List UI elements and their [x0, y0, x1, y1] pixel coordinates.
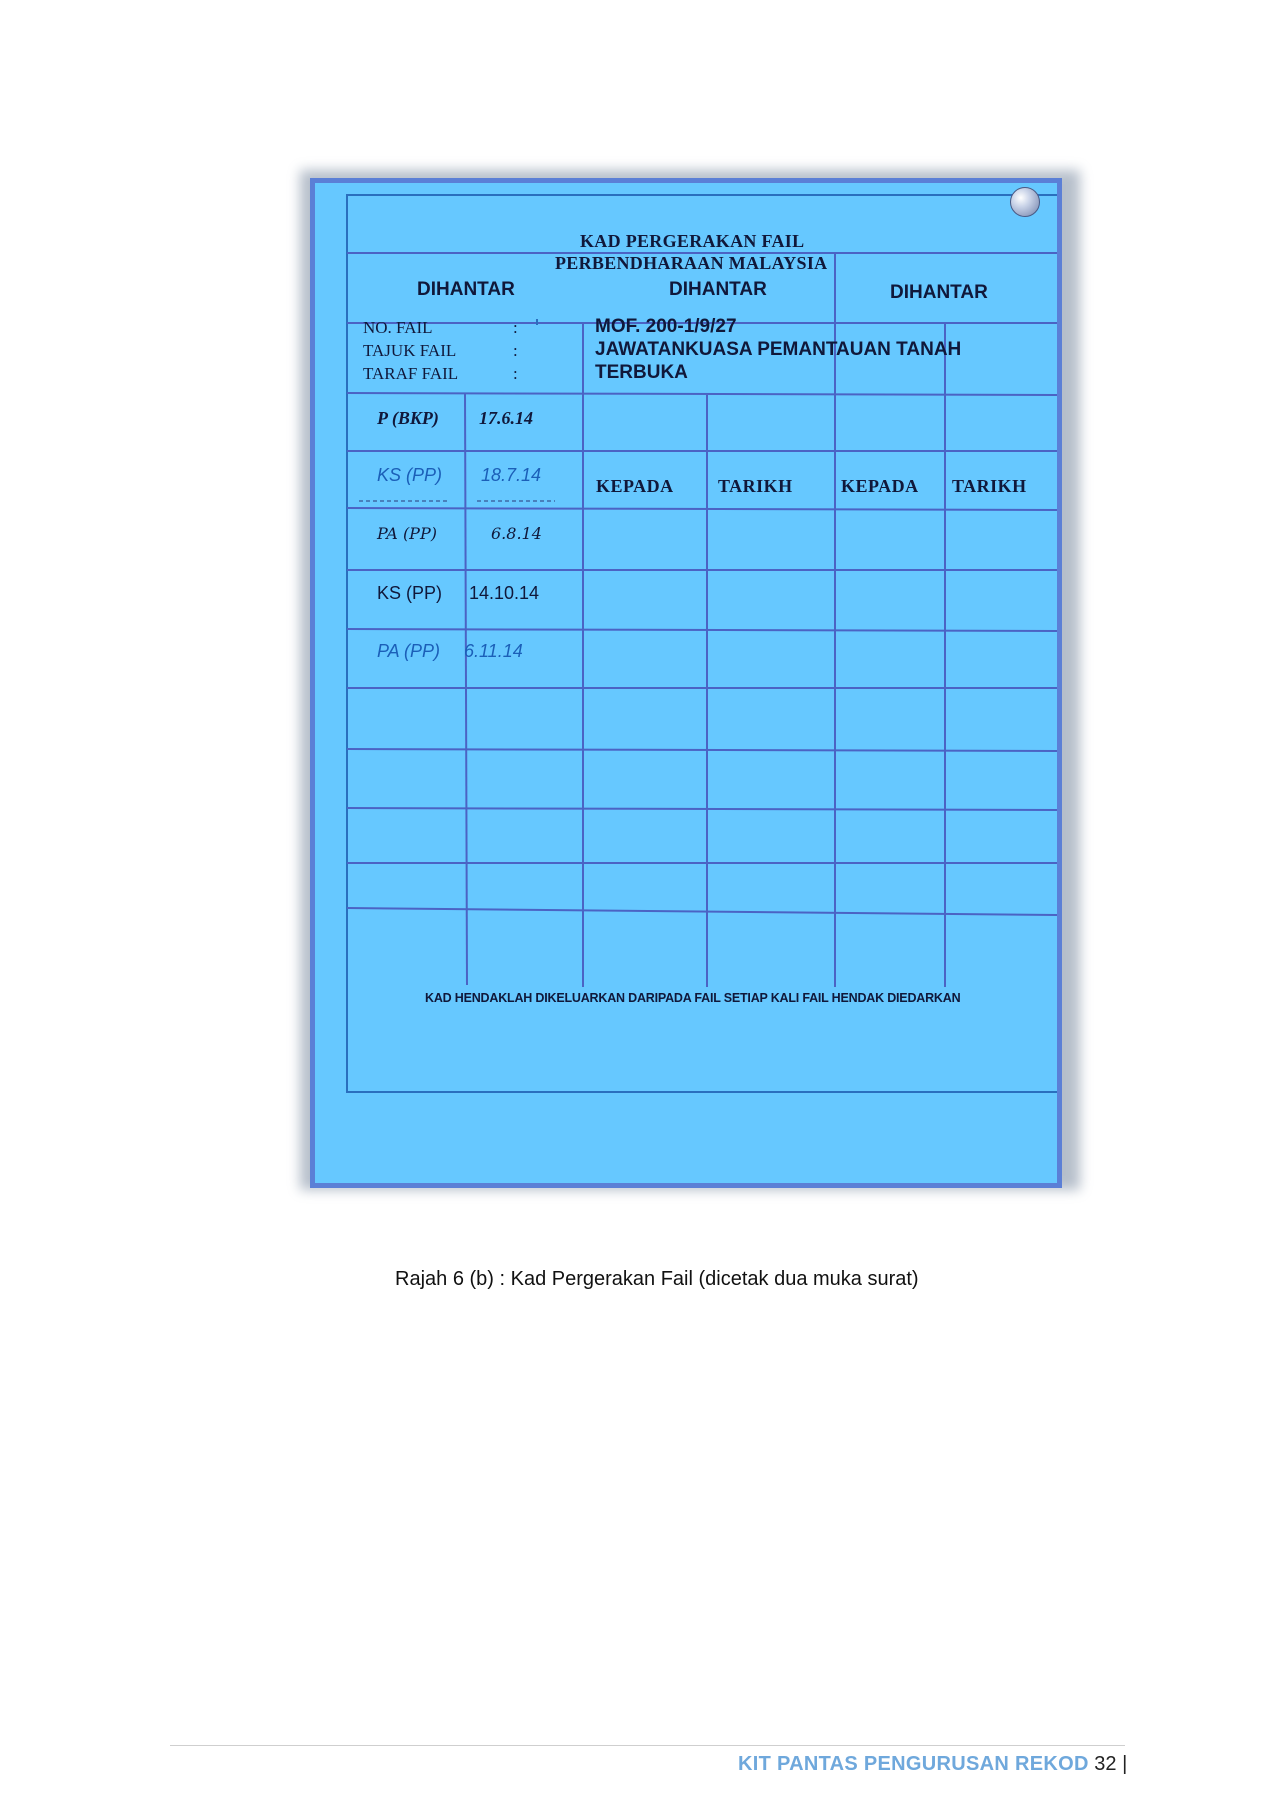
column-header-tarikh: TARIKH	[718, 476, 793, 496]
entry-date: 18.7.14	[481, 465, 542, 485]
field-label-no-fail: NO. FAIL	[363, 318, 433, 337]
field-value-tajuk-fail: JAWATANKUASA PEMANTAUAN TANAH	[595, 339, 962, 360]
footer-title: KIT PANTAS PENGURUSAN REKOD	[738, 1753, 1089, 1775]
entry-to: PA (PP)	[377, 524, 437, 543]
footer-divider	[170, 1745, 1125, 1746]
footer-separator: |	[1122, 1753, 1128, 1775]
field-sep: :	[513, 341, 518, 360]
column-header-kepada: KEPADA	[841, 476, 919, 496]
column-header-kepada: KEPADA	[596, 476, 674, 496]
card-subtitle: PERBENDHARAAN MALAYSIA	[555, 253, 828, 273]
field-label-taraf-fail: TARAF FAIL	[363, 364, 459, 383]
entry-date: 6.8.14	[491, 524, 542, 543]
entry-to: KS (PP)	[377, 465, 443, 485]
field-sep: :	[513, 364, 518, 383]
page-footer	[738, 1753, 1127, 1776]
entry-date: 17.6.14	[479, 408, 533, 428]
file-movement-card	[310, 178, 1062, 1188]
card-title: KAD PERGERAKAN FAIL	[580, 231, 805, 251]
entry-to: KS (PP)	[377, 583, 443, 603]
figure-caption: Rajah 6 (b) : Kad Pergerakan Fail (dicetak dua muka surat)	[395, 1268, 919, 1290]
column-header-tarikh: TARIKH	[952, 476, 1027, 496]
entry-to: P (BKP)	[377, 408, 439, 428]
card-instruction-note: KAD HENDAKLAH DIKELUARKAN DARIPADA FAIL SETIAP KALI FAIL HENDAK DIEDARKAN	[425, 991, 961, 1005]
field-sep: :	[513, 318, 518, 337]
page-number: 32	[1094, 1753, 1117, 1775]
dihantar-label-2: DIHANTAR	[669, 279, 767, 300]
dihantar-label-1: DIHANTAR	[417, 279, 515, 300]
dihantar-label-3: DIHANTAR	[890, 282, 988, 303]
entry-date: 6.11.14	[464, 641, 523, 661]
entry-to: PA (PP)	[377, 641, 441, 661]
entry-date: 14.10.14	[469, 583, 540, 603]
pin-icon	[1010, 187, 1040, 217]
field-label-tajuk-fail: TAJUK FAIL	[363, 341, 457, 360]
field-value-taraf-fail: TERBUKA	[595, 362, 688, 383]
field-value-no-fail: MOF. 200-1/9/27	[595, 316, 737, 337]
